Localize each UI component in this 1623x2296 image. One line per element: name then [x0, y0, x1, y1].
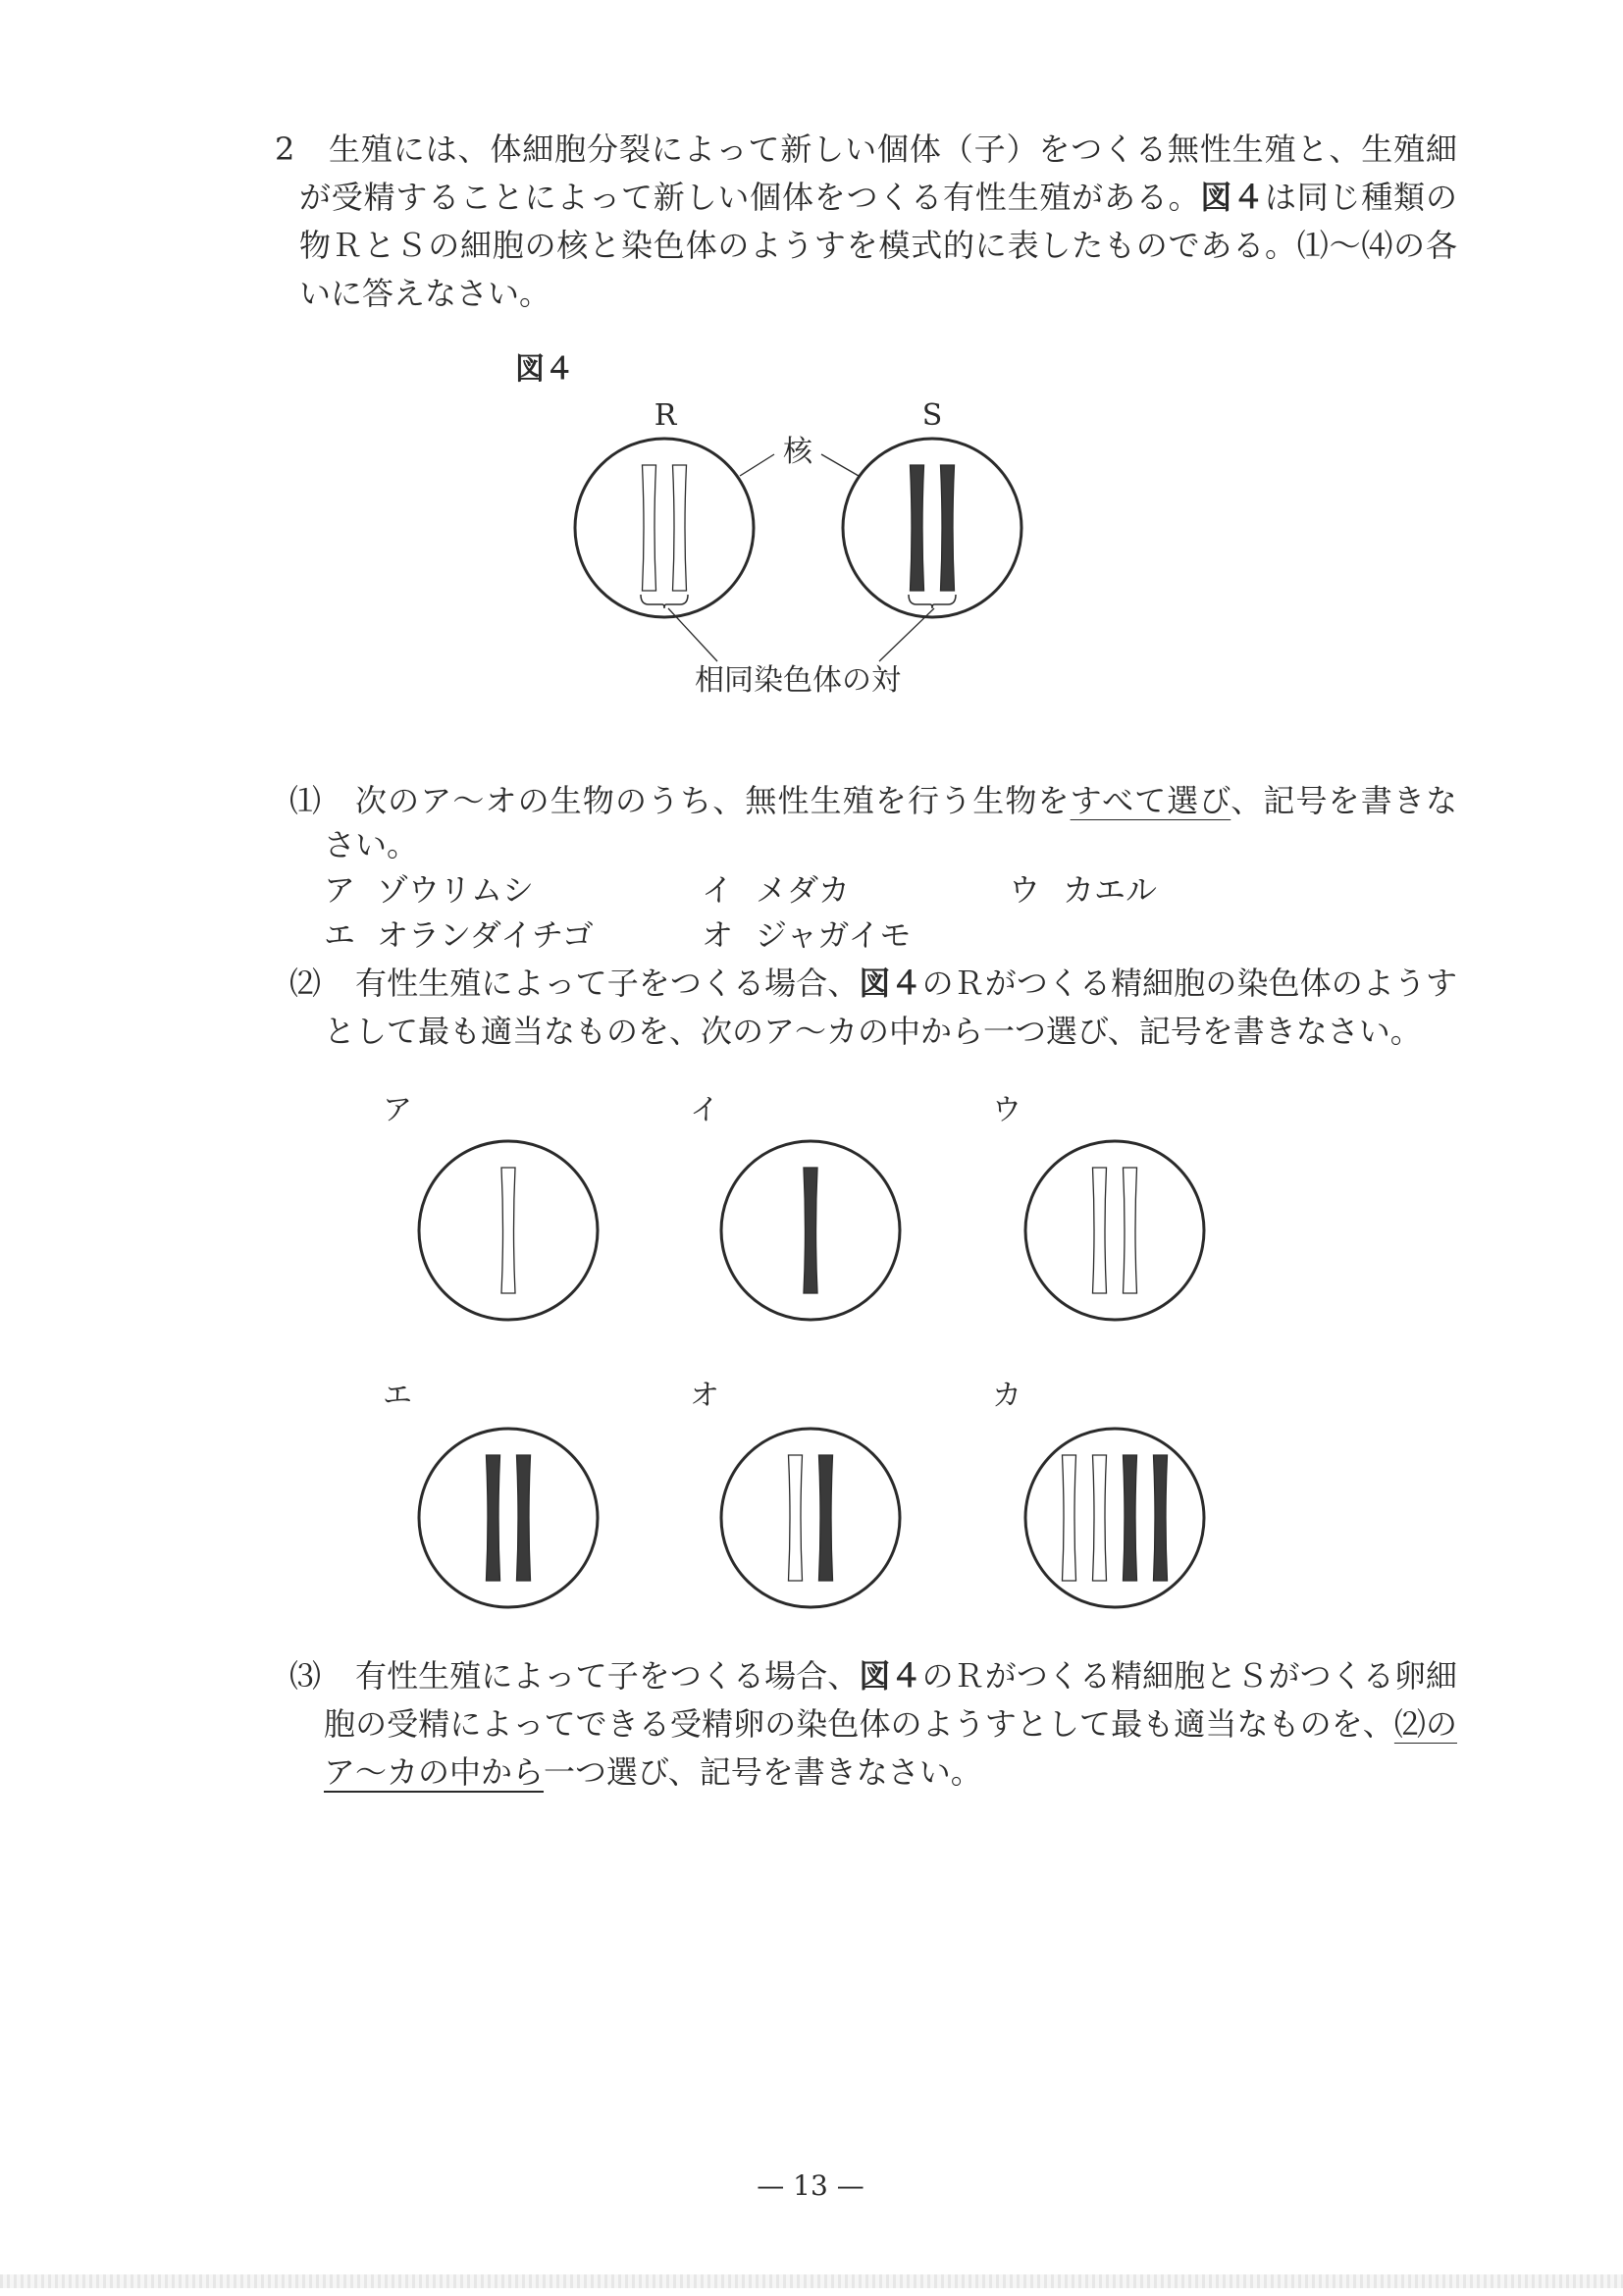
option-text: ジャガイモ: [756, 916, 912, 954]
q2-number: ⑵: [289, 965, 322, 1002]
dark-chromosome: [1154, 1455, 1168, 1581]
cell-label-s: S: [921, 398, 943, 433]
question-number: 2: [275, 130, 295, 168]
option-key: ア: [324, 871, 356, 909]
choice-label: ア: [383, 1093, 412, 1127]
q3-number: ⑶: [289, 1657, 322, 1695]
nucleus-outline: [1025, 1429, 1204, 1607]
light-chromosome: [1124, 1168, 1137, 1293]
leader-line: [821, 454, 859, 476]
nucleus-outline: [419, 1429, 598, 1607]
choice-label: オ: [690, 1379, 719, 1413]
nucleus-outline: [1025, 1141, 1204, 1320]
light-chromosome: [1093, 1455, 1107, 1581]
light-chromosome: [1063, 1455, 1076, 1581]
intro-line-3: 物ＲとＳの細胞の核と染色体のようすを模式的に表したものである。⑴～⑷の各: [299, 227, 1457, 264]
q3-line-3: ア～カの中から一つ選び、記号を書きなさい。: [324, 1753, 982, 1791]
figure-title: 図４: [515, 352, 574, 387]
option-key: エ: [324, 916, 356, 954]
light-chromosome: [1093, 1168, 1107, 1293]
underlined-text: ア～カの中から: [324, 1753, 545, 1791]
option-key: イ: [702, 871, 734, 909]
q1-number: ⑴: [289, 782, 322, 819]
option-text: メダカ: [756, 871, 851, 909]
choice-label: カ: [992, 1379, 1021, 1413]
q2-line-1: 有性生殖によって子をつくる場合、図４のＲがつくる精細胞の染色体のようす: [355, 965, 1457, 1002]
underlined-text: すべて選び: [1070, 782, 1231, 819]
dark-chromosome: [911, 465, 924, 591]
light-chromosome: [501, 1168, 515, 1293]
dark-chromosome: [819, 1455, 833, 1581]
leader-line: [668, 608, 717, 661]
choice-label: エ: [383, 1379, 412, 1413]
nucleus-label: 核: [783, 435, 812, 469]
option-text: カエル: [1063, 871, 1158, 909]
dark-chromosome: [487, 1455, 500, 1581]
leader-line: [740, 454, 774, 476]
q1-line-1: 次のア～オの生物のうち、無性生殖を行う生物をすべて選び、記号を書きな: [355, 782, 1457, 819]
pair-bracket: [641, 595, 688, 608]
page-number: — 13 —: [757, 2169, 864, 2202]
light-chromosome: [789, 1455, 803, 1581]
choice-label: ウ: [992, 1093, 1021, 1127]
dark-chromosome: [1124, 1455, 1137, 1581]
intro-line-2: が受精することによって新しい個体をつくる有性生殖がある。図４は同じ種類の: [299, 179, 1457, 216]
homologous-pair-label: 相同染色体の対: [695, 663, 901, 698]
q3-line-2: 胞の受精によってできる受精卵の染色体のようすとして最も適当なものを、⑵の: [324, 1705, 1457, 1743]
option-text: オランダイチゴ: [377, 916, 594, 954]
intro-line-1: 生殖には、体細胞分裂によって新しい個体（子）をつくる無性生殖と、生殖細: [329, 130, 1457, 168]
option-key: ウ: [1009, 871, 1041, 909]
cell-label-r: R: [654, 398, 677, 433]
light-chromosome: [643, 465, 656, 591]
q2-line-2: として最も適当なものを、次のア～カの中から一つ選び、記号を書きなさい。: [324, 1013, 1422, 1050]
nucleus-outline: [843, 439, 1021, 617]
dark-chromosome: [517, 1455, 531, 1581]
choice-label: イ: [690, 1093, 719, 1127]
figure-ref: 図４: [1200, 179, 1265, 216]
nucleus-outline: [721, 1429, 900, 1607]
option-key: オ: [702, 916, 734, 954]
q1-line-2: さい。: [324, 826, 419, 863]
option-text: ゾウリムシ: [377, 871, 535, 909]
leader-line: [879, 608, 934, 661]
dark-chromosome: [941, 465, 955, 591]
dark-chromosome: [804, 1168, 817, 1293]
q3-line-1: 有性生殖によって子をつくる場合、図４のＲがつくる精細胞とＳがつくる卵細: [355, 1657, 1457, 1695]
light-chromosome: [673, 465, 687, 591]
nucleus-outline: [575, 439, 754, 617]
intro-line-4: いに答えなさい。: [299, 275, 551, 312]
pair-bracket: [909, 595, 956, 608]
